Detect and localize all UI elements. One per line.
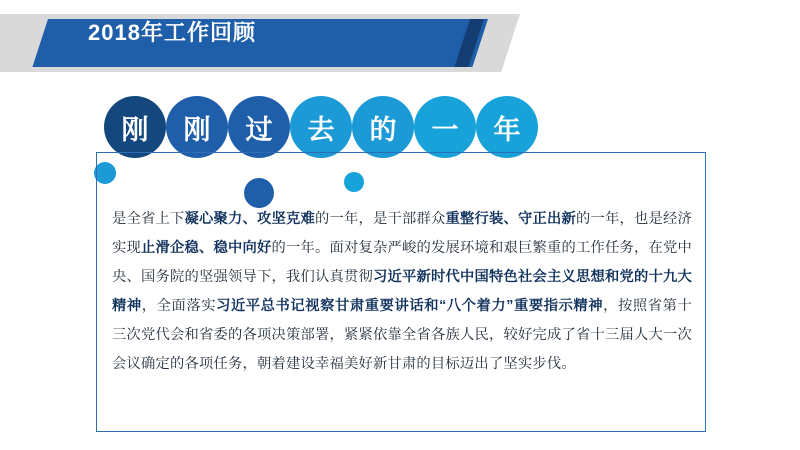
body-segment-5: 的一年，也是经济实现	[112, 211, 692, 256]
body-paragraph	[112, 205, 692, 379]
body-segment-11: ，按照省第十三次党代会和省委的各项决策部署，紧紧依靠全省各族人民，较好完成了省十三届人大一次会议确定的各项任务，朝着建设幸福美好新甘肃的目标迈出了坚实步伐。	[112, 298, 692, 372]
page-title: 2018年工作回顾	[88, 20, 256, 45]
body-segment-8: 习近平新时代中国特色社会主义思想和党的十九大精神	[112, 269, 692, 314]
heading-bubble-5	[352, 96, 414, 158]
body-segment-7: 的一年。面对复杂严峻的发展环境和艰巨繁重的工作任务，在党中央、国务院的坚强领导下，我们认真贯彻	[112, 240, 692, 285]
heading-bubble-3	[228, 96, 290, 158]
heading-char-2: 刚	[183, 114, 211, 145]
title-banner	[0, 14, 560, 72]
body-segment-1: 是全省上下	[112, 211, 185, 227]
heading-bubble-7	[476, 96, 538, 158]
body-segment-10: 习近平总书记视察甘肃重要讲话和“八个着力”重要指示精神	[216, 298, 604, 314]
heading-char-6: 一	[431, 114, 459, 145]
body-segment-3: 的一年，是干部群众	[315, 211, 446, 227]
body-segment-9: ，全面落实	[141, 298, 217, 314]
heading-char-7: 年	[493, 114, 521, 145]
heading-bubble-2	[166, 96, 228, 158]
body-segment-2: 凝心聚力、攻坚克难	[184, 211, 315, 227]
heading-char-4: 去	[307, 114, 335, 145]
heading-bubble-4	[290, 96, 352, 158]
heading-bubble-1	[104, 96, 166, 158]
heading-bubble-6	[414, 96, 476, 158]
body-segment-6: 止滑企稳、稳中向好	[141, 240, 272, 256]
heading-char-1: 刚	[121, 114, 149, 145]
body-segment-4: 重整行装、守正出新	[445, 211, 576, 227]
heading-char-5: 的	[369, 114, 397, 145]
heading-char-3: 过	[245, 114, 273, 145]
